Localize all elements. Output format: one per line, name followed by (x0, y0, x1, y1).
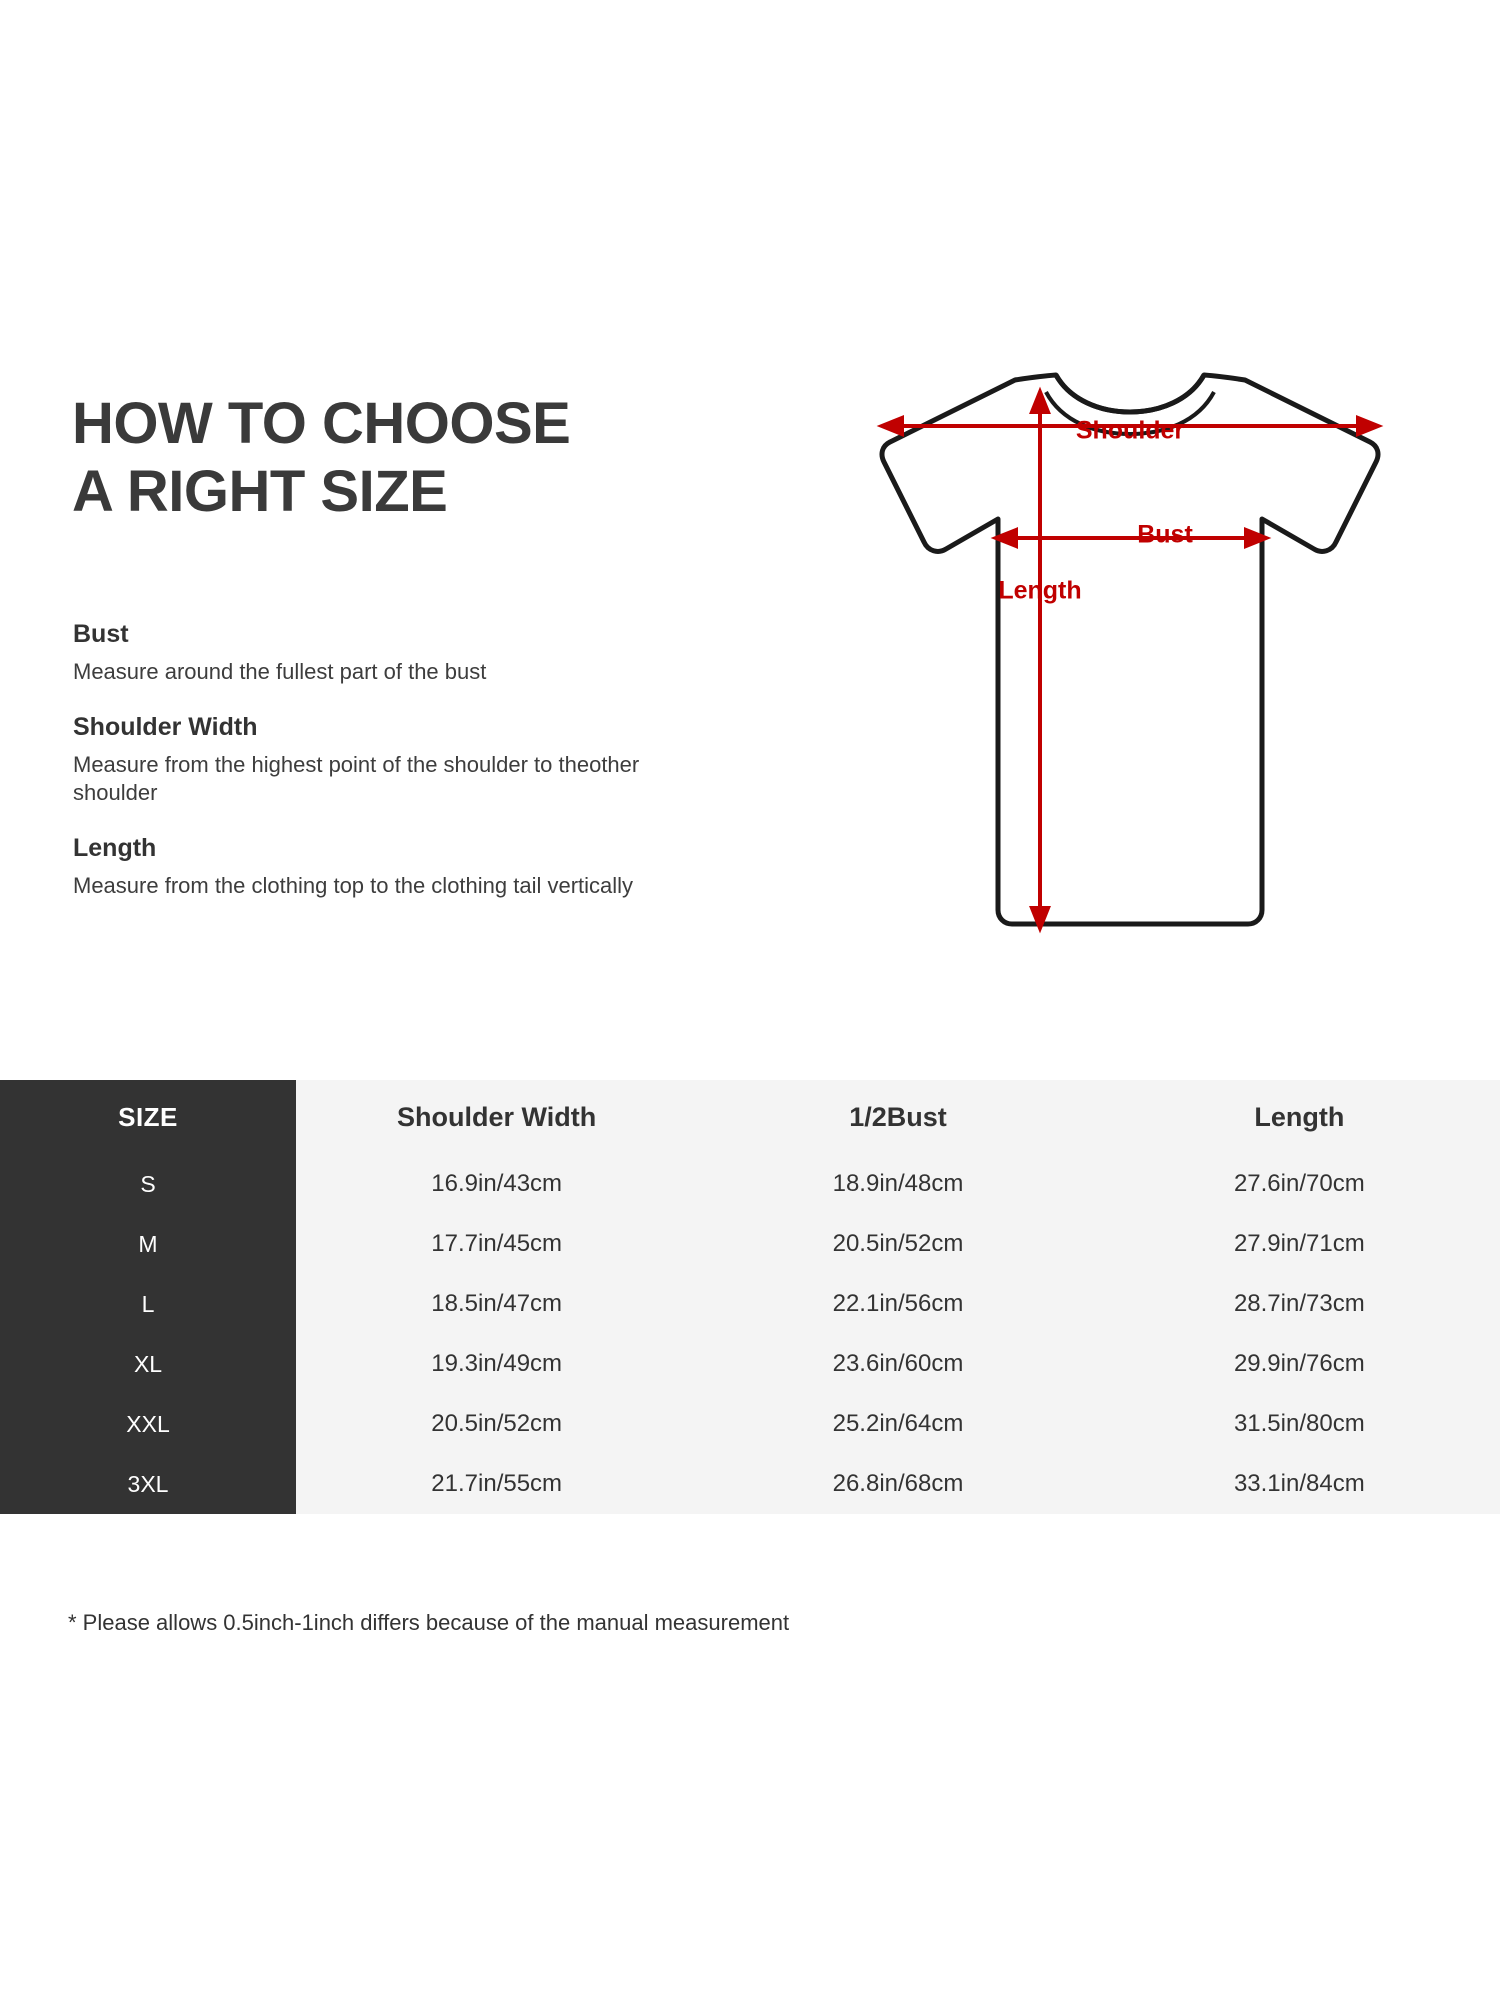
cell-size: XXL (0, 1394, 296, 1454)
definition-shoulder-width (73, 713, 693, 808)
table-row (0, 1214, 1500, 1274)
measurement-definitions (73, 620, 693, 926)
definition-term: Length (73, 833, 157, 862)
cell-shoulder-width: 16.9in/43cm (296, 1154, 697, 1214)
table-row (0, 1334, 1500, 1394)
cell-size: S (0, 1154, 296, 1214)
cell-shoulder-width: 20.5in/52cm (296, 1394, 697, 1454)
cell-size: M (0, 1214, 296, 1274)
size-table (0, 1080, 1500, 1514)
cell-half-bust: 26.8in/68cm (697, 1454, 1098, 1514)
table-row (0, 1454, 1500, 1514)
cell-size: XL (0, 1334, 296, 1394)
cell-half-bust: 22.1in/56cm (697, 1274, 1098, 1334)
definition-description: Measure around the fullest part of the bust (73, 659, 487, 684)
cell-shoulder-width: 18.5in/47cm (296, 1274, 697, 1334)
cell-shoulder-width: 17.7in/45cm (296, 1214, 697, 1274)
page-title-line-1: HOW TO CHOOSE (72, 391, 571, 456)
table-row (0, 1274, 1500, 1334)
cell-length: 27.6in/70cm (1099, 1154, 1500, 1214)
cell-length: 31.5in/80cm (1099, 1394, 1500, 1454)
definition-description: Measure from the clothing top to the clothing tail vertically (73, 872, 634, 898)
tshirt-outline-icon (882, 375, 1378, 924)
label-bust: Bust (1137, 520, 1193, 549)
cell-half-bust: 25.2in/64cm (697, 1394, 1098, 1454)
table-header-row (0, 1080, 1500, 1154)
column-header-length: Length (1099, 1080, 1500, 1154)
cell-half-bust: 23.6in/60cm (697, 1334, 1098, 1394)
definition-term: Shoulder Width (73, 712, 258, 741)
measurement-disclaimer: * Please allows 0.5inch-1inch differs because of the manual measurement (68, 1610, 790, 1635)
cell-length: 28.7in/73cm (1099, 1274, 1500, 1334)
cell-shoulder-width: 21.7in/55cm (296, 1454, 697, 1514)
definition-bust (73, 620, 693, 687)
cell-size: L (0, 1274, 296, 1334)
cell-half-bust: 20.5in/52cm (697, 1214, 1098, 1274)
definition-term: Bust (73, 620, 129, 648)
column-header-half-bust: 1/2Bust (697, 1080, 1098, 1154)
tshirt-diagram (770, 370, 1400, 1010)
table-row (0, 1394, 1500, 1454)
page-title-line-2: A RIGHT SIZE (72, 459, 448, 525)
cell-length: 33.1in/84cm (1099, 1454, 1500, 1514)
label-length: Length (998, 576, 1082, 605)
cell-size: 3XL (0, 1454, 296, 1514)
column-header-shoulder-width: Shoulder Width (296, 1080, 697, 1154)
cell-length: 29.9in/76cm (1099, 1334, 1500, 1394)
cell-half-bust: 18.9in/48cm (697, 1154, 1098, 1214)
label-shoulder: Shoulder (1075, 416, 1185, 445)
definition-length (73, 834, 693, 901)
size-table-area (0, 1080, 1500, 1548)
cell-length: 27.9in/71cm (1099, 1214, 1500, 1274)
table-body (0, 1154, 1500, 1514)
cell-shoulder-width: 19.3in/49cm (296, 1334, 697, 1394)
page-title (72, 390, 712, 527)
column-header-size: SIZE (0, 1080, 296, 1154)
definition-description: Measure from the highest point of the shoulder to theother shoulder (73, 751, 640, 806)
table-row (0, 1154, 1500, 1214)
